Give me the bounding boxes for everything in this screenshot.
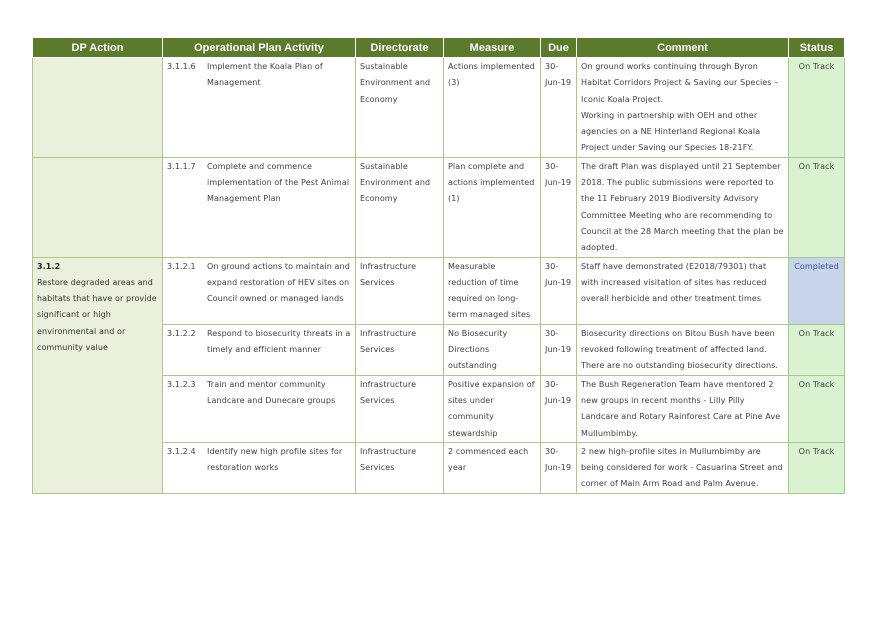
comment-cell xyxy=(577,375,789,442)
header-comment: Comment xyxy=(577,38,789,58)
header-due: Due xyxy=(541,38,577,58)
due-cell: 30-Jun-19 xyxy=(541,157,577,257)
comment-cell xyxy=(577,58,789,158)
table-row xyxy=(33,58,845,158)
comment-cell xyxy=(577,157,789,257)
comment-cell xyxy=(577,324,789,375)
measure-cell: Measurable reduction of time required on long-term managed sites xyxy=(444,257,541,324)
comment-line: Working in partnership with OEH and other agencies on a NE Hinterland Regional Koala Project under Saving our Species 18-21FY. xyxy=(581,110,761,153)
due-cell: 30-Jun-19 xyxy=(541,375,577,442)
comment-line: 2 new high-profile sites in Mullumbimby are being considered for work - Casuarina Street and corner of Main Arm Road and Palm Avenue. xyxy=(581,446,783,489)
directorate-cell: Sustainable Environment and Economy xyxy=(356,157,444,257)
directorate-cell: Sustainable Environment and Economy xyxy=(356,58,444,158)
activity-text: Train and mentor community Landcare and Dunecare groups xyxy=(207,379,336,405)
status-badge: On Track xyxy=(789,324,845,375)
header-activity: Operational Plan Activity xyxy=(163,38,356,58)
comment-line: The draft Plan was displayed until 21 September 2018. The public submissions were reported to the 11 February 2019 Biodiversity Advisory Committee Meeting who are recommending to Council at the 28 March meeting that the plan be adopted. xyxy=(581,161,784,253)
header-dp-action: DP Action xyxy=(33,38,163,58)
status-badge: On Track xyxy=(789,58,845,158)
activity-number: 3.1.2.3 xyxy=(167,379,196,389)
activity-text: Identify new high profile sites for restoration works xyxy=(207,446,343,473)
measure-cell: Actions implemented (3) xyxy=(444,58,541,158)
comment-line: The Bush Regeneration Team have mentored 2 new groups in recent months - Lilly Pilly Landcare and Rotary Rainforest Care at Pine Ave Mullumbimby. xyxy=(581,379,781,438)
activity-cell xyxy=(163,58,356,158)
dp-action-cell-empty xyxy=(33,157,163,257)
measure-cell: Positive expansion of sites under community stewardship xyxy=(444,375,541,442)
status-badge: Completed xyxy=(789,257,845,324)
comment-line: Biosecurity directions on Bitou Bush have been revoked following treatment of affected land. There are no outstanding biosecurity directions. xyxy=(581,328,779,371)
activity-cell xyxy=(163,442,356,493)
due-cell: 30-Jun-19 xyxy=(541,58,577,158)
comment-cell xyxy=(577,442,789,493)
dp-action-cell-empty xyxy=(33,58,163,158)
header-status: Status xyxy=(789,38,845,58)
comment-cell xyxy=(577,257,789,324)
dp-action-number: 3.1.2 xyxy=(37,261,61,271)
comment-line: On ground works continuing through Byron Habitat Corridors Project & Saving our Species – Iconic Koala Project. xyxy=(581,62,779,104)
dp-action-cell xyxy=(33,257,163,493)
status-badge: On Track xyxy=(789,442,845,493)
comment-line: Staff have demonstrated (E2018/79301) that with increased visitation of sites has reduced overall herbicide and other treatment times xyxy=(581,261,767,304)
directorate-cell: Infrastructure Services xyxy=(356,442,444,493)
activity-text: Implement the Koala Plan of Management xyxy=(207,62,323,88)
header-measure: Measure xyxy=(444,38,541,58)
activity-cell xyxy=(163,257,356,324)
directorate-cell: Infrastructure Services xyxy=(356,324,444,375)
due-cell: 30-Jun-19 xyxy=(541,257,577,324)
activity-number: 3.1.2.2 xyxy=(167,328,196,338)
status-badge: On Track xyxy=(789,157,845,257)
directorate-cell: Infrastructure Services xyxy=(356,257,444,324)
activity-number: 3.1.2.1 xyxy=(167,261,196,271)
directorate-cell: Infrastructure Services xyxy=(356,375,444,442)
table-row xyxy=(33,257,845,324)
activity-number: 3.1.2.4 xyxy=(167,446,196,456)
operational-plan-table xyxy=(32,38,845,494)
activity-number: 3.1.1.7 xyxy=(167,161,196,171)
measure-cell: 2 commenced each year xyxy=(444,442,541,493)
activity-text: On ground actions to maintain and expand restoration of HEV sites on Council owned or managed lands xyxy=(207,261,350,304)
activity-text: Respond to biosecurity threats in a timely and efficient manner xyxy=(207,328,351,355)
status-badge: On Track xyxy=(789,375,845,442)
header-row xyxy=(33,38,845,58)
due-cell: 30-Jun-19 xyxy=(541,442,577,493)
activity-cell xyxy=(163,157,356,257)
activity-cell xyxy=(163,324,356,375)
due-cell: 30-Jun-19 xyxy=(541,324,577,375)
measure-cell: No Biosecurity Directions outstanding xyxy=(444,324,541,375)
activity-text: Complete and commence implementation of the Pest Animal Management Plan xyxy=(207,161,350,204)
activity-cell xyxy=(163,375,356,442)
dp-action-text: Restore degraded areas and habitats that have or provide significant or high environmental and or community value xyxy=(37,277,157,353)
activity-number: 3.1.1.6 xyxy=(167,62,196,71)
header-directorate: Directorate xyxy=(356,38,444,58)
table-row xyxy=(33,157,845,257)
measure-cell: Plan complete and actions implemented (1) xyxy=(444,157,541,257)
